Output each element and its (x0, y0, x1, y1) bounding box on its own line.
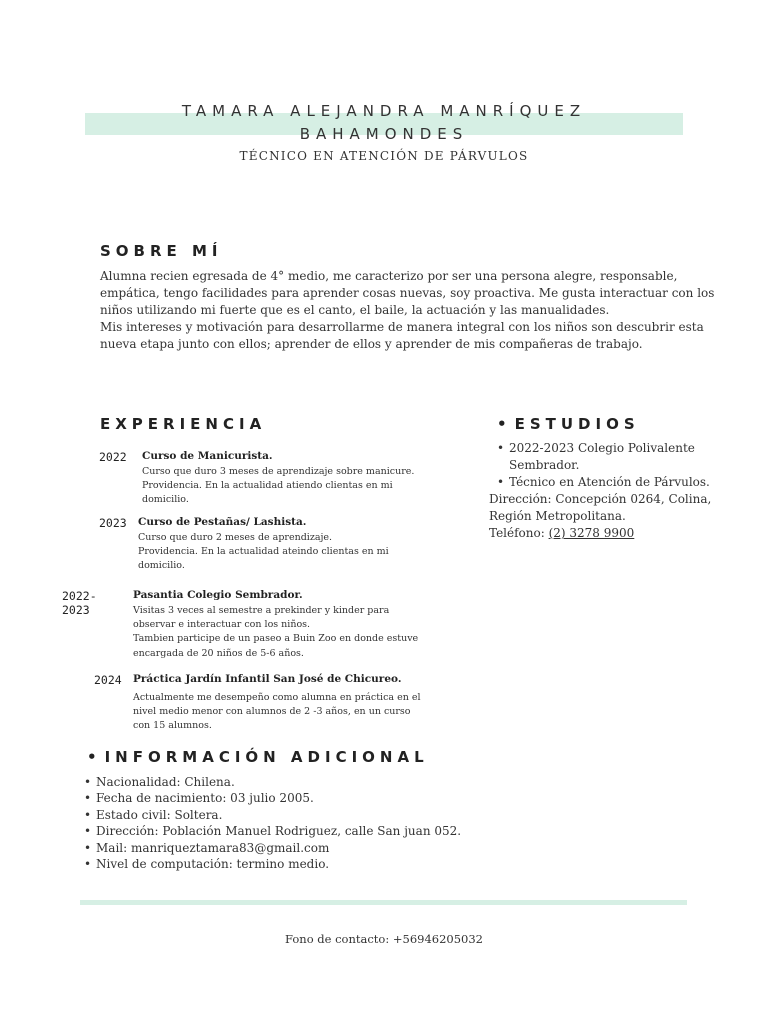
candidate-name (100, 100, 668, 146)
list-item: • 2022-2023 Colegio Polivalente Sembrador. (497, 440, 739, 474)
experience-year: 2023 (99, 516, 127, 530)
about-heading: SOBRE MÍ (100, 242, 223, 260)
experience-title: Pasantia Colegio Sembrador. (133, 589, 303, 601)
additional-list (84, 774, 684, 872)
bullet-icon: • (87, 748, 97, 766)
footer-divider (80, 900, 687, 905)
experience-title: Curso de Pestañas/ Lashista. (138, 516, 307, 528)
studies-content (489, 440, 739, 542)
about-text (100, 268, 732, 353)
list-item: • Estado civil: Soltera. (84, 807, 684, 823)
name-line-2: BAHAMONDES (299, 125, 469, 143)
bullet-icon: • (497, 415, 507, 433)
studies-heading: • ESTUDIOS (497, 415, 640, 433)
about-paragraph-2: Mis intereses y motivación para desarrollarme de manera integral con los niños son descubrir esta nueva etapa junto con ellos; aprender de ellos y aprender de mis compañeras de trabajo. (100, 320, 704, 351)
studies-phone (489, 525, 739, 542)
phone-label: Teléfono: (489, 526, 549, 540)
studies-address: Dirección: Concepción 0264, Colina, Región Metropolitana. (489, 492, 712, 523)
studies-list (489, 440, 739, 491)
name-line-1: TAMARA ALEJANDRA MANRÍQUEZ (181, 102, 587, 120)
footer-contact: Fono de contacto: +56946205032 (285, 932, 483, 946)
experience-description: Visitas 3 veces al semestre a prekinder y kinder para observar e interactuar con los niños. Tambien participe de un paseo a Buin Zoo en donde estuve encargada de 20 niños de 5-6 años. (133, 605, 419, 659)
list-item: • Nacionalidad: Chilena. (84, 774, 684, 790)
experience-description: Actualmente me desempeño como alumna en práctica en el nivel medio menor con alumnos de 2 -3 años, en un curso con 15 alumnos. (133, 692, 421, 732)
experience-title: Práctica Jardín Infantil San José de Chicureo. (133, 673, 402, 685)
list-item: • Técnico en Atención de Párvulos. (497, 474, 739, 491)
experience-description: Curso que duro 3 meses de aprendizaje sobre manicure. Providencia. En la actualidad atiendo clientas en mi domicilio. (142, 466, 415, 506)
phone-link[interactable]: (2) 3278 9900 (548, 526, 635, 540)
experience-year: 2024 (94, 673, 122, 687)
additional-heading: • INFORMACIÓN ADICIONAL (87, 748, 429, 766)
experience-description: Curso que duro 2 meses de aprendizaje. Providencia. En la actualidad ateindo clientas en mi domicilio. (138, 532, 389, 572)
list-item: • Mail: manriqueztamara83@gmail.com (84, 840, 684, 856)
experience-heading: EXPERIENCIA (100, 415, 267, 433)
list-item: • Fecha de nacimiento: 03 julio 2005. (84, 790, 684, 806)
list-item: • Nivel de computación: termino medio. (84, 856, 684, 872)
about-paragraph-1: Alumna recien egresada de 4° medio, me caracterizo por ser una persona alegre, responsable, empática, tengo facilidades para aprender cosas nuevas, soy proactiva. Me gusta interactuar con los niños utilizando mi fuerte que es el canto, el baile, la actuación y las manualidades. (100, 269, 715, 317)
experience-year: 2022-2023 (62, 589, 97, 617)
experience-year: 2022 (99, 450, 127, 464)
list-item: • Dirección: Población Manuel Rodriguez, calle San juan 052. (84, 823, 684, 839)
experience-title: Curso de Manicurista. (142, 450, 273, 462)
job-title: TÉCNICO EN ATENCIÓN DE PÁRVULOS (239, 149, 529, 163)
